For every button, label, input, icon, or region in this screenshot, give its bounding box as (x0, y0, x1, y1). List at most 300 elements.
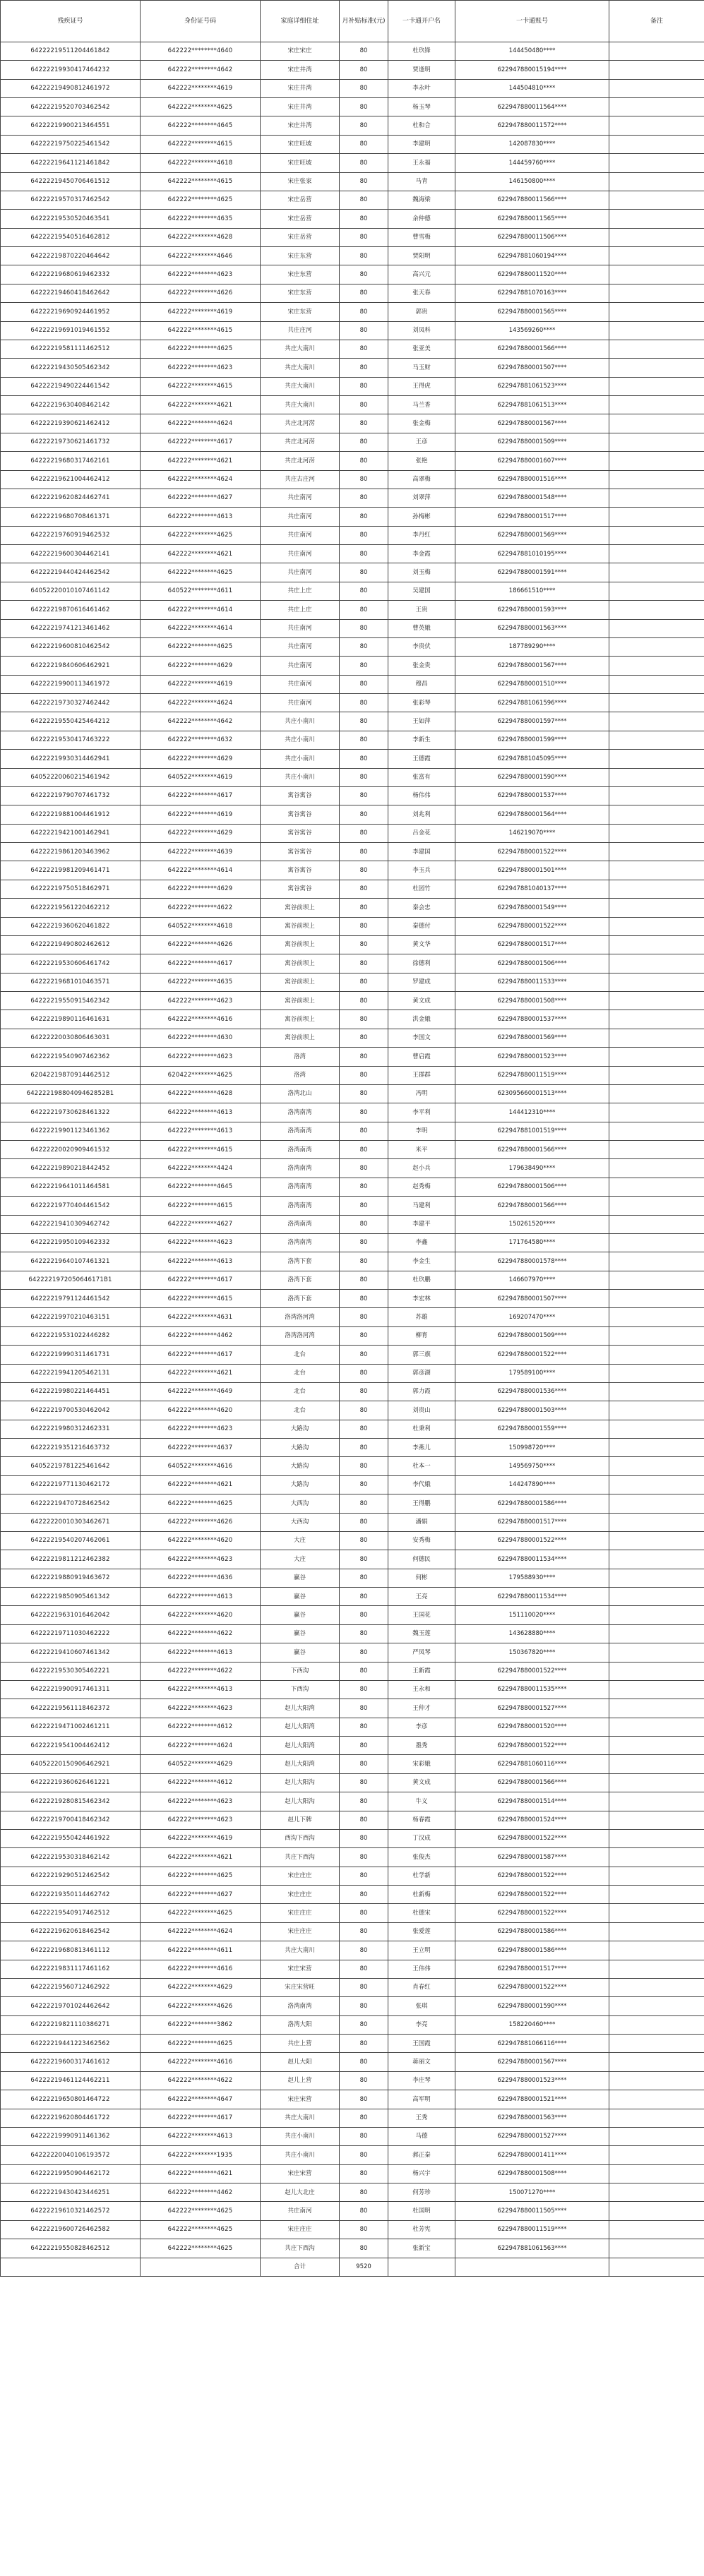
disability-cert-cell: 62042219870914462512 (1, 1066, 141, 1084)
remarks-cell (609, 433, 704, 451)
address-cell: 大路沟 (261, 1420, 340, 1438)
subsidy-cell: 80 (340, 1680, 388, 1699)
address-cell: 宋庄庄庄 (261, 1904, 340, 1922)
id-number-cell: 642222********4627 (141, 1215, 261, 1233)
disability-cert-cell: 64222219290512462542 (1, 1867, 141, 1885)
id-number-cell: 642222********4635 (141, 973, 261, 991)
remarks-cell (609, 396, 704, 414)
account-name-cell: 严凤琴 (388, 1643, 455, 1662)
id-number-cell: 642222********4621 (141, 1364, 261, 1382)
account-name-cell: 张爱莲 (388, 1922, 455, 1941)
account-number-cell: 622947880001566**** (455, 1197, 609, 1215)
address-cell: 洛湾南湾 (261, 1141, 340, 1159)
account-name-cell: 杜和合 (388, 116, 455, 135)
address-cell: 洛湾 (261, 1066, 340, 1084)
disability-cert-cell: 64222219581111462512 (1, 340, 141, 358)
account-number-cell: 622947880001591**** (455, 563, 609, 582)
disability-cert-cell: 64052220010107461142 (1, 582, 141, 600)
remarks-cell (609, 1346, 704, 1364)
address-cell: 赵儿下牌 (261, 1811, 340, 1829)
subsidy-cell: 80 (340, 1792, 388, 1811)
account-number-cell: 622947881061523**** (455, 377, 609, 395)
subsidy-cell: 80 (340, 396, 388, 414)
subsidy-cell: 80 (340, 1475, 388, 1494)
remarks-cell (609, 2220, 704, 2239)
account-name-cell: 李燕儿 (388, 1439, 455, 1457)
subsidy-cell: 80 (340, 2220, 388, 2239)
remarks-cell (609, 1494, 704, 1513)
header-remarks: 备注 (609, 1, 704, 42)
account-number-cell: 622947880001567**** (455, 2053, 609, 2071)
account-number-cell: 623095660001513**** (455, 1084, 609, 1103)
disability-cert-cell: 64222219511204461842 (1, 42, 141, 61)
id-number-cell: 642222********4625 (141, 526, 261, 544)
table-row (1, 768, 704, 786)
remarks-cell (609, 601, 704, 619)
account-name-cell: 李彦 (388, 1718, 455, 1736)
id-number-cell: 642222********4625 (141, 2035, 261, 2053)
id-number-cell: 642222********4645 (141, 1178, 261, 1196)
id-number-cell: 642222********4613 (141, 1122, 261, 1140)
address-cell: 大西沟 (261, 1494, 340, 1513)
subsidy-cell: 80 (340, 1159, 388, 1178)
address-cell: 赵儿大阳湾 (261, 1737, 340, 1755)
account-number-cell: 622947880001522**** (455, 1867, 609, 1885)
table-row (1, 992, 704, 1010)
remarks-cell (609, 1624, 704, 1643)
disability-cert-cell: 64222219421001462941 (1, 824, 141, 842)
account-name-cell: 赵小兵 (388, 1159, 455, 1178)
account-number-cell: 622947880001517**** (455, 1513, 609, 1531)
disability-cert-cell: 64222219350114462742 (1, 1886, 141, 1904)
remarks-cell (609, 657, 704, 675)
disability-cert-cell: 64222219430505462342 (1, 359, 141, 377)
table-row (1, 2202, 704, 2220)
table-row (1, 917, 704, 935)
remarks-cell (609, 1159, 704, 1178)
remarks-cell (609, 1215, 704, 1233)
remarks-cell (609, 824, 704, 842)
account-number-cell: 622947880001508**** (455, 992, 609, 1010)
remarks-cell (609, 489, 704, 507)
table-row (1, 1773, 704, 1792)
subsidy-cell: 80 (340, 2239, 388, 2258)
address-cell: 共庄南河 (261, 2202, 340, 2220)
id-number-cell: 642222********4623 (141, 992, 261, 1010)
account-name-cell: 王群群 (388, 1066, 455, 1084)
account-name-cell: 秦德付 (388, 917, 455, 935)
account-number-cell: 622947881061596**** (455, 694, 609, 712)
disability-cert-cell: 64222219680813461112 (1, 1941, 141, 1960)
remarks-cell (609, 1420, 704, 1438)
address-cell: 宋庄岳营 (261, 228, 340, 246)
table-row (1, 1755, 704, 1773)
subsidy-cell: 80 (340, 1290, 388, 1308)
total-label: 合计 (261, 2258, 340, 2276)
remarks-cell (609, 2146, 704, 2164)
id-number-cell: 642222********4613 (141, 508, 261, 526)
account-number-cell: 622947881061563**** (455, 2239, 609, 2258)
table-row (1, 1029, 704, 1047)
id-number-cell: 642222********3862 (141, 2015, 261, 2034)
subsidy-cell: 80 (340, 1550, 388, 1569)
address-cell: 宋庄东营 (261, 284, 340, 302)
remarks-cell (609, 1699, 704, 1718)
table-row (1, 396, 704, 414)
id-number-cell: 642222********4620 (141, 1401, 261, 1420)
disability-cert-cell: 64222219700418462342 (1, 1811, 141, 1829)
account-name-cell: 张俊杰 (388, 1848, 455, 1867)
remarks-cell (609, 228, 704, 246)
remarks-cell (609, 1904, 704, 1922)
account-name-cell: 高兴元 (388, 265, 455, 284)
disability-cert-cell: 64222219490812461972 (1, 79, 141, 97)
table-row (1, 1699, 704, 1718)
subsidy-cell: 80 (340, 935, 388, 954)
address-cell: 洛湾下套 (261, 1271, 340, 1289)
address-cell: 共庄南河 (261, 545, 340, 563)
table-row (1, 1531, 704, 1550)
remarks-cell (609, 1792, 704, 1811)
account-name-cell: 丁汉成 (388, 1829, 455, 1847)
subsidy-cell: 80 (340, 1718, 388, 1736)
account-name-cell: 杜学新 (388, 1867, 455, 1885)
account-name-cell: 张富有 (388, 768, 455, 786)
account-number-cell: 622947880001523**** (455, 2071, 609, 2090)
subsidy-cell: 80 (340, 359, 388, 377)
account-name-cell: 王立明 (388, 1941, 455, 1960)
account-name-cell: 李贵伏 (388, 637, 455, 656)
address-cell: 洛湾南湾 (261, 1122, 340, 1140)
table-row (1, 637, 704, 656)
subsidy-cell: 80 (340, 1829, 388, 1847)
subsidy-cell: 80 (340, 582, 388, 600)
account-name-cell: 刘凤科 (388, 321, 455, 340)
address-cell: 大路沟 (261, 1439, 340, 1457)
address-cell: 宋庄井湾 (261, 79, 340, 97)
remarks-cell (609, 1960, 704, 1978)
remarks-cell (609, 526, 704, 544)
address-cell: 寓谷寓谷 (261, 805, 340, 824)
table-row (1, 79, 704, 97)
table-row (1, 1848, 704, 1867)
id-number-cell: 642222********4625 (141, 340, 261, 358)
subsidy-cell: 80 (340, 2109, 388, 2127)
table-row (1, 1197, 704, 1215)
account-name-cell: 王伟伟 (388, 1960, 455, 1978)
account-name-cell: 王国霞 (388, 2035, 455, 2053)
id-number-cell: 642222********4614 (141, 601, 261, 619)
disability-cert-cell: 64222219870220464642 (1, 247, 141, 265)
account-name-cell: 黄文华 (388, 935, 455, 954)
account-name-cell: 赵秀梅 (388, 1178, 455, 1196)
remarks-cell (609, 452, 704, 470)
remarks-cell (609, 340, 704, 358)
account-name-cell: 穆昌 (388, 675, 455, 693)
address-cell: 共庄庄河 (261, 321, 340, 340)
remarks-cell (609, 154, 704, 172)
disability-cert-cell: 64222219550424461922 (1, 1829, 141, 1847)
disability-cert-cell: 64222219610321462572 (1, 2202, 141, 2220)
account-name-cell: 冯明 (388, 1084, 455, 1103)
account-number-cell: 622947880001559**** (455, 1420, 609, 1438)
address-cell: 宋庄宋营 (261, 2164, 340, 2183)
disability-cert-cell: 64222219861203463962 (1, 843, 141, 861)
id-number-cell: 642222********4617 (141, 433, 261, 451)
address-cell: 宋庄东营 (261, 265, 340, 284)
address-cell: 共庄上庄 (261, 582, 340, 600)
address-cell: 共庄大南川 (261, 2109, 340, 2127)
id-number-cell: 642222********4616 (141, 1010, 261, 1029)
id-number-cell: 642222********4619 (141, 303, 261, 321)
subsidy-cell: 80 (340, 1922, 388, 1941)
subsidy-cell: 80 (340, 1755, 388, 1773)
account-number-cell: 179589100**** (455, 1364, 609, 1382)
address-cell: 寓谷前坝上 (261, 973, 340, 991)
id-number-cell: 642222********4615 (141, 377, 261, 395)
table-row (1, 1643, 704, 1662)
account-number-cell: 622947880001566**** (455, 1141, 609, 1159)
disability-cert-cell: 64222219680317462161 (1, 452, 141, 470)
id-number-cell: 642222********4619 (141, 1829, 261, 1847)
id-number-cell: 642222********4625 (141, 1867, 261, 1885)
account-number-cell: 144247890**** (455, 1475, 609, 1494)
address-cell: 赵儿大阳湾 (261, 1718, 340, 1736)
disability-cert-cell: 64222219900113461972 (1, 675, 141, 693)
table-row (1, 1420, 704, 1438)
address-cell: 共庄小南川 (261, 750, 340, 768)
id-number-cell: 642222********4629 (141, 750, 261, 768)
header-address: 家庭详细住址 (261, 1, 340, 42)
id-number-cell: 642222********4617 (141, 954, 261, 973)
disability-cert-cell: 64222219680619462332 (1, 265, 141, 284)
address-cell: 洛湾南湾 (261, 1178, 340, 1196)
account-number-cell: 622947880001522**** (455, 1346, 609, 1364)
table-row (1, 61, 704, 79)
subsidy-cell: 80 (340, 805, 388, 824)
account-name-cell: 苏雄 (388, 1308, 455, 1326)
account-number-cell: 622947880001514**** (455, 1792, 609, 1811)
id-number-cell: 642222********4625 (141, 1904, 261, 1922)
disability-cert-cell: 64222219561118462372 (1, 1699, 141, 1718)
account-number-cell: 622947880011566**** (455, 191, 609, 209)
table-row (1, 954, 704, 973)
subsidy-cell: 80 (340, 452, 388, 470)
disability-cert-cell: 64222219900213464551 (1, 116, 141, 135)
table-row (1, 2035, 704, 2053)
subsidy-cell: 80 (340, 619, 388, 637)
remarks-cell (609, 2239, 704, 2258)
table-row (1, 1178, 704, 1196)
disability-cert-cell: 64222219970210463151 (1, 1308, 141, 1326)
subsidy-cell: 80 (340, 545, 388, 563)
subsidy-cell: 80 (340, 637, 388, 656)
remarks-cell (609, 1680, 704, 1699)
address-cell: 寓谷寓谷 (261, 824, 340, 842)
remarks-cell (609, 1364, 704, 1382)
table-row (1, 880, 704, 898)
address-cell: 洛湾南湾 (261, 1159, 340, 1178)
disability-cert-cell: 64222219441223462562 (1, 2035, 141, 2053)
disability-cert-cell: 64222220030806463031 (1, 1029, 141, 1047)
account-number-cell: 622947880001590**** (455, 768, 609, 786)
account-name-cell: 魏玉莲 (388, 1624, 455, 1643)
subsidy-cell: 80 (340, 1197, 388, 1215)
address-cell: 共庄大南川 (261, 377, 340, 395)
table-row (1, 135, 704, 153)
account-number-cell: 144412310**** (455, 1103, 609, 1122)
account-name-cell: 柳育 (388, 1326, 455, 1345)
remarks-cell (609, 284, 704, 302)
disability-cert-cell: 64222219530606461742 (1, 954, 141, 973)
address-cell: 北台 (261, 1346, 340, 1364)
remarks-cell (609, 2127, 704, 2145)
account-number-cell: 622947880011533**** (455, 973, 609, 991)
table-row (1, 1941, 704, 1960)
account-number-cell: 622947880001566**** (455, 1773, 609, 1792)
account-name-cell: 李新生 (388, 731, 455, 749)
subsidy-cell: 80 (340, 1382, 388, 1401)
total-empty-cell (609, 2258, 704, 2276)
remarks-cell (609, 1382, 704, 1401)
account-name-cell: 王永和 (388, 1680, 455, 1699)
remarks-cell (609, 359, 704, 377)
remarks-cell (609, 861, 704, 880)
disability-cert-cell: 64222219530318462142 (1, 1848, 141, 1867)
subsidy-cell: 80 (340, 2183, 388, 2202)
account-name-cell: 李建平 (388, 1215, 455, 1233)
address-cell: 赢谷 (261, 1569, 340, 1587)
total-empty-cell (141, 2258, 261, 2276)
address-cell: 宋庄井湾 (261, 98, 340, 116)
remarks-cell (609, 712, 704, 731)
address-cell: 宋庄岳营 (261, 210, 340, 228)
subsidy-cell: 80 (340, 135, 388, 153)
address-cell: 寓谷前坝上 (261, 1010, 340, 1029)
subsidy-cell: 80 (340, 992, 388, 1010)
subsidy-cell: 80 (340, 1401, 388, 1420)
table-row (1, 1624, 704, 1643)
account-number-cell: 622947880001411**** (455, 2146, 609, 2164)
table-row (1, 582, 704, 600)
table-row (1, 1290, 704, 1308)
account-number-cell: 622947880001567**** (455, 657, 609, 675)
account-name-cell: 杨兴宇 (388, 2164, 455, 2183)
id-number-cell: 642222********4626 (141, 284, 261, 302)
address-cell: 洛湾下套 (261, 1290, 340, 1308)
table-row (1, 1475, 704, 1494)
subsidy-cell: 80 (340, 191, 388, 209)
disability-cert-cell: 64222219881004461912 (1, 805, 141, 824)
account-name-cell: 安秀梅 (388, 1531, 455, 1550)
account-number-cell: 150071270**** (455, 2183, 609, 2202)
account-number-cell: 150261520**** (455, 1215, 609, 1233)
header-disability-cert: 残疾证号 (1, 1, 141, 42)
table-row (1, 694, 704, 712)
table-row (1, 563, 704, 582)
account-number-cell: 622947880001510**** (455, 675, 609, 693)
table-row (1, 2164, 704, 2183)
subsidy-cell: 80 (340, 1662, 388, 1680)
subsidy-cell: 80 (340, 1569, 388, 1587)
account-number-cell: 622947880001537**** (455, 786, 609, 805)
subsidy-cell: 80 (340, 1010, 388, 1029)
account-number-cell: 622947880011519**** (455, 1066, 609, 1084)
account-number-cell: 622947880001506**** (455, 1178, 609, 1196)
disability-cert-cell: 64222219690924461952 (1, 303, 141, 321)
remarks-cell (609, 61, 704, 79)
remarks-cell (609, 992, 704, 1010)
account-name-cell: 张天春 (388, 284, 455, 302)
id-number-cell: 642222********4622 (141, 1624, 261, 1643)
account-number-cell: 622947880011506**** (455, 228, 609, 246)
address-cell: 洛湾南湾 (261, 1103, 340, 1122)
table-row (1, 452, 704, 470)
account-number-cell: 179588930**** (455, 1569, 609, 1587)
subsidy-cell: 80 (340, 917, 388, 935)
id-number-cell: 642222********4646 (141, 247, 261, 265)
table-row (1, 1606, 704, 1624)
address-cell: 赢谷 (261, 1643, 340, 1662)
address-cell: 共庄小南川 (261, 712, 340, 731)
disability-cert-cell: 64222219351216463732 (1, 1439, 141, 1457)
table-row (1, 526, 704, 544)
id-number-cell: 642222********4637 (141, 1439, 261, 1457)
disability-cert-cell: 64222219711030462222 (1, 1624, 141, 1643)
address-cell: 共庄小南川 (261, 731, 340, 749)
account-name-cell: 杜新梅 (388, 1886, 455, 1904)
subsidy-cell: 80 (340, 1699, 388, 1718)
remarks-cell (609, 172, 704, 191)
total-empty-cell (455, 2258, 609, 2276)
address-cell: 共庄上营 (261, 2035, 340, 2053)
table-row (1, 414, 704, 433)
account-number-cell: 622947880001521**** (455, 2090, 609, 2109)
account-number-cell: 622947880001524**** (455, 1811, 609, 1829)
disability-cert-cell: 64222219461124462211 (1, 2071, 141, 2090)
id-number-cell: 642222********4625 (141, 1494, 261, 1513)
disability-cert-cell: 64222219941205462131 (1, 1364, 141, 1382)
id-number-cell: 642222********4623 (141, 1048, 261, 1066)
account-name-cell: 张彩琴 (388, 694, 455, 712)
account-name-cell: 郭贵 (388, 303, 455, 321)
account-name-cell: 曹雪梅 (388, 228, 455, 246)
subsidy-cell: 80 (340, 1494, 388, 1513)
table-row (1, 2183, 704, 2202)
address-cell: 共庄大南川 (261, 359, 340, 377)
table-row (1, 303, 704, 321)
remarks-cell (609, 563, 704, 582)
table-row (1, 1904, 704, 1922)
id-number-cell: 642222********4621 (141, 396, 261, 414)
id-number-cell: 642222********4624 (141, 414, 261, 433)
account-number-cell: 622947880001586**** (455, 1494, 609, 1513)
account-number-cell: 622947880001517**** (455, 508, 609, 526)
table-row (1, 340, 704, 358)
account-name-cell: 王彦 (388, 433, 455, 451)
address-cell: 宋庄宋营旺 (261, 1978, 340, 1996)
subsidy-cell: 80 (340, 731, 388, 749)
remarks-cell (609, 1513, 704, 1531)
id-number-cell: 642222********4642 (141, 712, 261, 731)
subsidy-cell: 80 (340, 1122, 388, 1140)
disability-cert-cell: 64222219600810462542 (1, 637, 141, 656)
total-row (1, 2258, 704, 2276)
table-row (1, 861, 704, 880)
disability-cert-cell: 64222219620824462741 (1, 489, 141, 507)
account-number-cell: 622947880001517**** (455, 1960, 609, 1978)
id-number-cell: 642222********4624 (141, 694, 261, 712)
